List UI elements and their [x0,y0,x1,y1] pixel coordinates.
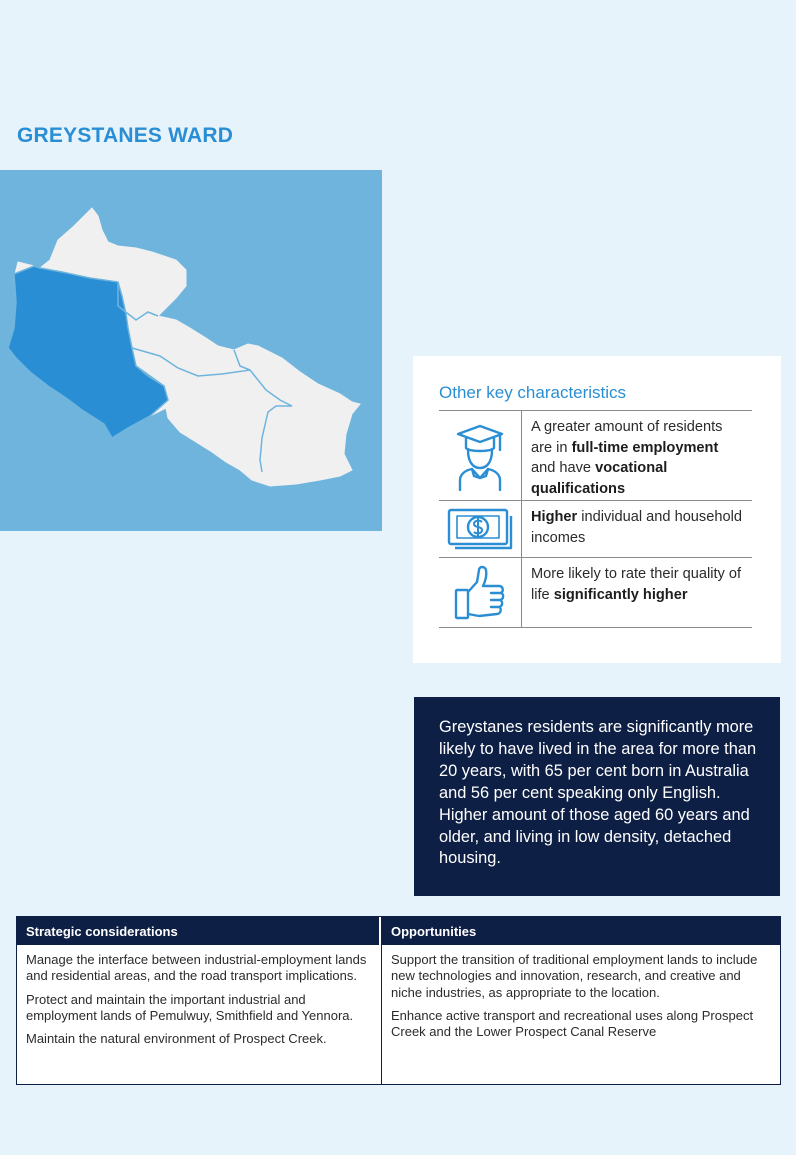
page-title: GREYSTANES WARD [17,124,234,147]
money-icon [439,501,522,557]
list-item: Support the transition of traditional employment lands to include new technologies and innovation, research, and creative and niche industries, as appropriate to the location. [391,952,758,1000]
graduate-icon [439,411,522,500]
key-characteristics-card [413,356,781,663]
strategic-considerations-column [17,917,382,1084]
opportunities-list [382,945,780,1047]
strategic-considerations-heading: Strategic considerations [17,917,381,945]
residents-summary-text: Greystanes residents are significantly more likely to have lived in the area for more than 20 years, with 65 per cent born in Australia and 56 per cent speaking only English. Higher amount of those aged 60 years and older, and living in low density, detached housing. [439,718,757,868]
list-item: Manage the interface between industrial-employment lands and residential areas, and the road transport implications. [26,952,367,984]
ward-map [0,170,382,531]
characteristics-title: Other key characteristics [439,383,627,402]
list-item: Protect and maintain the important industrial and employment lands of Pemulwuy, Smithfield and Yennora. [26,991,354,1023]
list-item: Enhance active transport and recreational uses along Prospect Creek and the Lower Prospect Canal Reserve [391,1007,754,1040]
characteristic-text: A greater amount of residents are in full-time employment and have vocational qualifications [531,419,723,497]
characteristic-text: More likely to rate their quality of life significantly higher [531,566,742,603]
strategic-considerations-list [17,945,381,1054]
thumbs-up-icon [439,558,522,627]
characteristics-table [439,410,752,628]
opportunities-column [382,917,780,1084]
strategy-table [16,916,781,1085]
characteristic-row [439,411,752,501]
opportunities-heading: Opportunities [382,917,780,945]
characteristic-row [439,558,752,628]
characteristic-text: Higher individual and household incomes [531,509,742,546]
list-item: Maintain the natural environment of Prospect Creek. [26,1031,327,1047]
characteristic-row [439,501,752,558]
residents-summary-box [414,697,780,896]
